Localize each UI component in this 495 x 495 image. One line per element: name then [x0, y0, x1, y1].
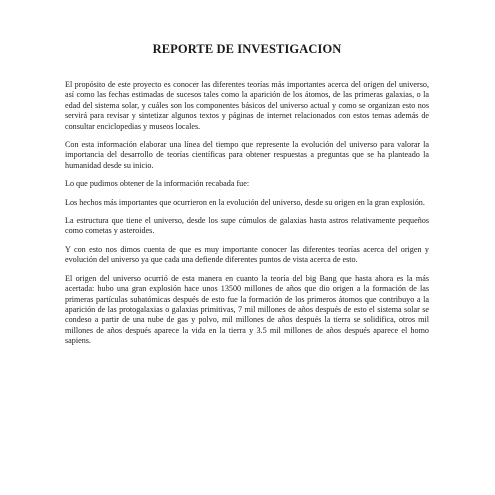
paragraph-events: Los hechos más importantes que ocurrieron en la evolución del universo, desde su origen en la gran explosión.: [65, 197, 425, 207]
paragraph-purpose: El propósito de este proyecto es conocer las diferentes teorías más importantes acerca del origen del universo, así como las fechas estimadas de sucesos tales como la aparición de los átomos, de las primeras galaxias, o la edad del sistema solar, y cuáles son los componentes básicos del universo actual y como se organizan esto nos servirá para revisar y sintetizar algunos textos y páginas de internet relacionados con estos temas además de consultar enciclopedias y museos locales.: [65, 80, 429, 131]
paragraph-timeline: Con esta información elaborar una línea del tiempo que represente la evolución del universo para valorar la importancia del desarrollo de teorías científicas para obtener respuestas a preguntas que se ha planteado la humanidad desde su inicio.: [65, 140, 429, 170]
paragraph-big-bang: El origen del universo ocurrió de esta manera en cuanto la teoría del big Bang que hasta ahora es la más acertada: hubo una gran explosión hace unos 13500 millones de años que dio origen a la formación de las primeras partículas subatómicas después de esto fue la formación de los primeros átomos que contribuyo a la aparición de las protogalaxias o galaxias primitivas, 7 mil millones de años después de esto el sistema solar se condeso a partir de una nube de gas y polvo, mil millones de años después la tierra se solidifica, otros mil millones de años después aparece la vida en la tierra y 3.5 mil millones de años después aparece el homo sapiens.: [65, 273, 429, 346]
paragraph-structure: La estructura que tiene el universo, desde los supe cúmulos de galaxias hasta astros relativamente pequeños como cometas y asteroides.: [65, 216, 429, 236]
paragraph-findings-intro: Lo que pudimos obtener de la información recabada fue:: [65, 179, 250, 189]
document-body: [65, 80, 429, 347]
paragraph-theories: Y con esto nos dimos cuenta de que es muy importante conocer las diferentes teorías acerca del origen y evolución del universo ya que cada una defiende diferentes puntos de vista acerca de esto.: [65, 244, 429, 265]
document-title: REPORTE DE INVESTIGACION: [152, 42, 342, 56]
